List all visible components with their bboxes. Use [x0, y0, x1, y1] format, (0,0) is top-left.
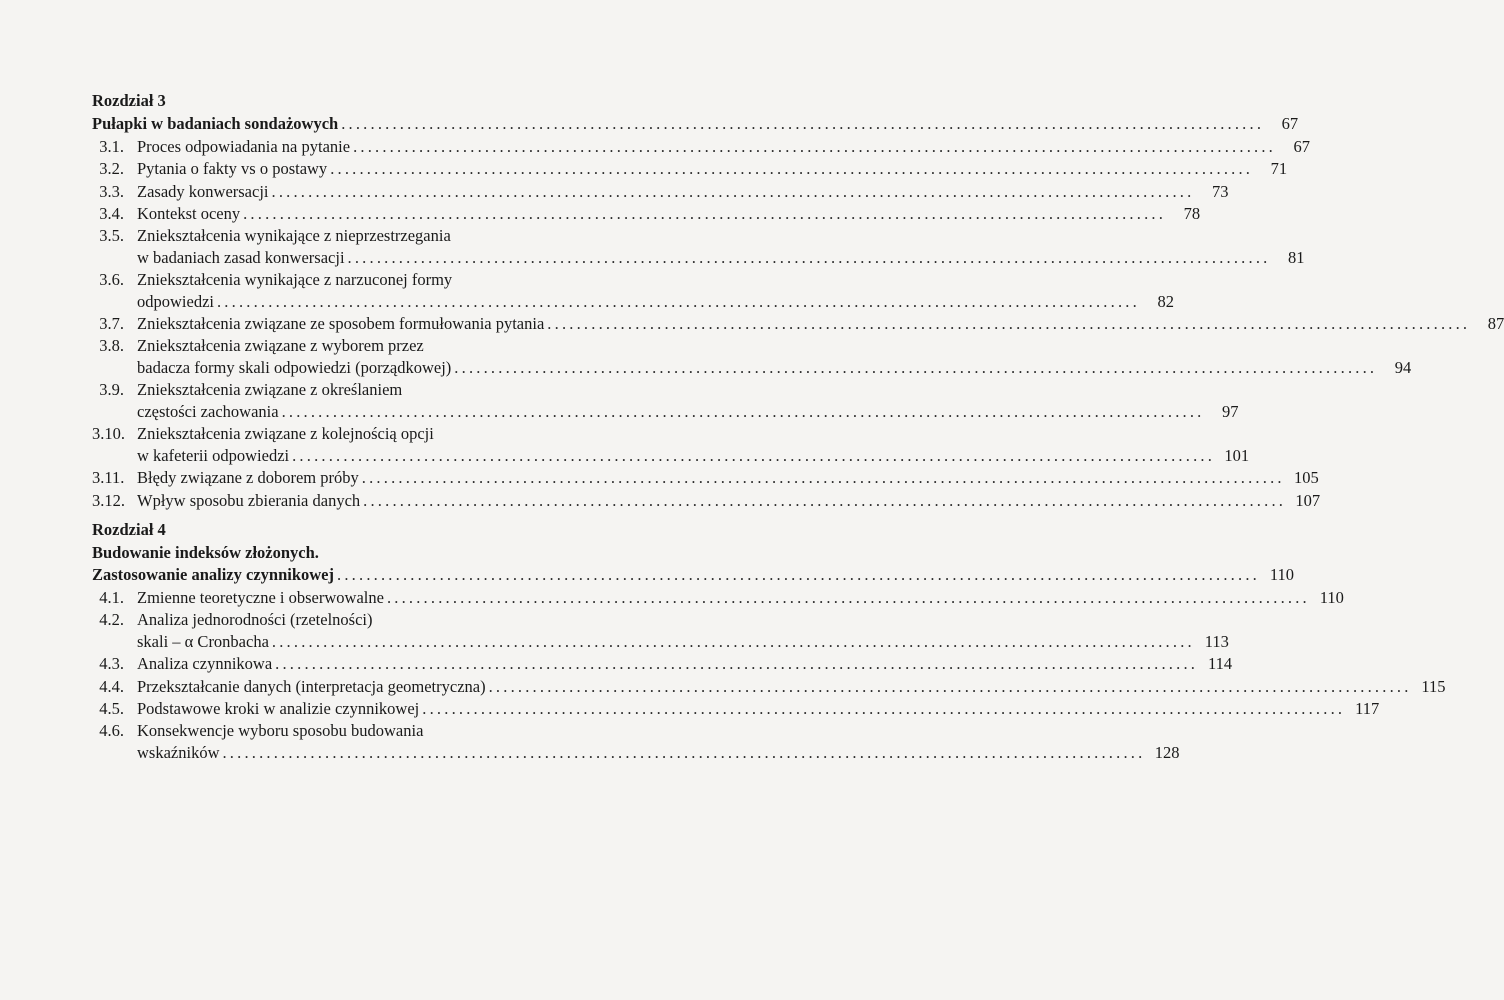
dot-leader: .............................................................................................................................. [222, 742, 1146, 762]
toc-entry[interactable] [0, 225, 1305, 269]
entry-title-text: w badaniach zasad konwersacji [137, 247, 345, 267]
chapter-4-title-line-2: Zastosowanie analizy czynnikowej [92, 565, 335, 584]
toc-entry[interactable] [0, 653, 1233, 675]
toc-entry[interactable] [0, 269, 1174, 313]
entry-title-text: częstości zachowania [137, 402, 279, 421]
entry-number: 4.3. [99, 654, 124, 674]
chapter-4-title-line-1: Budowanie indeksów złożonych. [92, 543, 319, 562]
entry-title-text: Pytania o fakty vs o postawy [137, 159, 328, 179]
entry-title-text: Zniekształcenia związane z wyborem przez [137, 336, 424, 356]
entry-title-text: skali – α Cronbacha [137, 632, 269, 651]
entry-page-number: 78 [1183, 203, 1201, 223]
dot-leader: .............................................................................................................................. [347, 247, 1271, 267]
entry-title-text: Konsekwencje wyboru sposobu budowania [137, 721, 424, 740]
entry-page-number: 101 [1224, 446, 1250, 465]
entry-number: 4.5. [99, 698, 124, 718]
toc-entry[interactable] [0, 158, 1288, 180]
entry-leader-line [137, 291, 1174, 313]
dot-leader: .............................................................................................................................. [547, 314, 1471, 333]
entry-number: 3.5. [99, 226, 124, 245]
chapter-3-title-line [92, 114, 1299, 136]
entry-number: 3.7. [99, 314, 124, 333]
entry-page-number: 67 [1293, 137, 1311, 156]
dot-leader: .............................................................................................................................. [361, 468, 1285, 488]
entry-page-number: 107 [1295, 490, 1321, 510]
dot-leader: .............................................................................................................................. [422, 698, 1346, 718]
dot-leader: .............................................................................................................................. [363, 490, 1287, 510]
dot-leader: .............................................................................................................................. [281, 402, 1205, 421]
entry-title-text: Zniekształcenia związane z określaniem [137, 380, 403, 400]
chapter-3-page: 67 [1281, 114, 1299, 133]
entry-page-number: 113 [1204, 632, 1229, 651]
chapter-4-label: Rozdział 4 [92, 520, 166, 539]
dot-leader: .............................................................................................................................. [341, 114, 1265, 133]
entry-leader-line [137, 631, 1229, 653]
entry-leader-line [137, 676, 1446, 698]
dot-leader: .............................................................................................................................. [386, 588, 1310, 607]
entry-leader-line [137, 247, 1305, 269]
entry-page-number: 115 [1421, 676, 1446, 696]
dot-leader: .............................................................................................................................. [330, 159, 1254, 179]
entry-number: 3.10. [92, 424, 125, 444]
dot-leader: .............................................................................................................................. [292, 446, 1216, 465]
entry-leader-line [137, 653, 1233, 675]
entry-page-number: 105 [1293, 468, 1319, 488]
entry-leader-line [137, 401, 1239, 423]
toc-entry[interactable] [0, 181, 1229, 203]
toc-entry[interactable] [0, 676, 1446, 698]
entry-page-number: 81 [1287, 247, 1305, 267]
dot-leader: .............................................................................................................................. [488, 676, 1412, 696]
entry-leader-line [137, 742, 1180, 764]
toc-entry[interactable] [0, 490, 1321, 512]
entry-title-text: Zmienne teoretyczne i obserwowalne [137, 588, 384, 607]
entry-title-text: Kontekst oceny [137, 203, 241, 223]
entry-number: 3.3. [99, 181, 124, 201]
toc-entry[interactable] [0, 698, 1380, 720]
chapter-3-title: Pułapki w badaniach sondażowych [92, 114, 339, 133]
entry-leader-line [137, 181, 1229, 203]
entry-title-text: Przekształcanie danych (interpretacja geometryczna) [137, 676, 486, 696]
dot-leader: .............................................................................................................................. [271, 181, 1195, 201]
toc-entry[interactable] [0, 423, 1250, 467]
dot-leader: .............................................................................................................................. [275, 654, 1199, 674]
entry-title-text: Zniekształcenia związane ze sposobem formułowania pytania [137, 314, 545, 333]
entry-number: 4.2. [99, 610, 124, 630]
entry-leader-line [137, 698, 1380, 720]
toc-entry[interactable] [0, 335, 1412, 379]
toc-entry[interactable] [0, 379, 1239, 423]
entry-title-text: Zniekształcenia wynikające z nieprzestrzegania [137, 226, 451, 245]
entry-leader-line [137, 158, 1288, 180]
entry-number: 3.1. [99, 137, 124, 156]
entry-page-number: 114 [1207, 654, 1233, 674]
entry-page-number: 117 [1355, 698, 1380, 718]
entry-title-text: w kafeterii odpowiedzi [137, 446, 290, 465]
entry-title-text: badacza formy skali odpowiedzi (porządkowej) [137, 358, 452, 377]
toc-entry[interactable] [0, 587, 1344, 609]
entry-page-number: 73 [1211, 181, 1229, 201]
entry-page-number: 71 [1270, 159, 1288, 179]
toc-entry[interactable] [0, 720, 1180, 764]
entry-number: 4.6. [99, 721, 124, 740]
entry-title-text: Analiza czynnikowa [137, 654, 273, 674]
toc-entry[interactable] [0, 203, 1201, 225]
entry-title-text: Zasady konwersacji [137, 181, 269, 201]
toc-entry[interactable] [0, 313, 1504, 335]
entry-title-text: Wpływ sposobu zbierania danych [137, 490, 361, 510]
entry-number: 3.2. [99, 159, 124, 179]
entry-number: 3.12. [92, 490, 125, 510]
chapter-4-title-line [92, 565, 1294, 587]
entry-leader-line [137, 357, 1412, 379]
toc-entry[interactable] [0, 467, 1319, 489]
entry-page-number: 97 [1222, 402, 1239, 421]
entry-title-text: Analiza jednorodności (rzetelności) [137, 610, 373, 630]
dot-leader: .............................................................................................................................. [243, 203, 1167, 223]
entry-leader-line [137, 136, 1311, 158]
entry-leader-line [137, 313, 1504, 335]
chapter-3-label: Rozdział 3 [92, 91, 166, 110]
entry-title-text: Zniekształcenia związane z kolejnością opcji [137, 424, 434, 444]
entry-page-number: 82 [1157, 291, 1174, 311]
dot-leader: .............................................................................................................................. [271, 632, 1195, 651]
entry-title-text: Błędy związane z doborem próby [137, 468, 359, 488]
entry-leader-line [137, 587, 1344, 609]
entry-title-text: wskaźników [137, 742, 220, 762]
entry-title-text: Zniekształcenia wynikające z narzuconej formy [137, 270, 453, 289]
entry-leader-line [137, 203, 1201, 225]
entry-number: 4.4. [99, 676, 124, 696]
entry-page-number: 110 [1319, 588, 1344, 607]
entry-leader-line [137, 490, 1321, 512]
entry-leader-line [137, 467, 1319, 489]
entry-number: 3.4. [99, 203, 124, 223]
entry-title-text: odpowiedzi [137, 291, 214, 311]
entry-title-text: Proces odpowiadania na pytanie [137, 137, 351, 156]
entry-number: 3.9. [99, 380, 124, 400]
entry-title-text: Podstawowe kroki w analizie czynnikowej [137, 698, 420, 718]
entry-number: 3.6. [99, 270, 124, 289]
entry-page-number: 128 [1154, 742, 1180, 762]
dot-leader: .............................................................................................................................. [216, 291, 1140, 311]
dot-leader: .............................................................................................................................. [337, 565, 1260, 584]
entry-number: 3.8. [99, 336, 124, 356]
entry-page-number: 94 [1394, 358, 1412, 377]
entry-page-number: 87 [1487, 314, 1504, 333]
chapter-4-page: 110 [1269, 565, 1294, 584]
entry-leader-line [137, 445, 1250, 467]
dot-leader: .............................................................................................................................. [454, 358, 1378, 377]
toc-entry[interactable] [0, 609, 1229, 653]
entry-number: 3.11. [92, 468, 125, 488]
toc-entry[interactable] [0, 136, 1311, 158]
entry-number: 4.1. [99, 588, 124, 607]
dot-leader: .............................................................................................................................. [353, 137, 1277, 156]
